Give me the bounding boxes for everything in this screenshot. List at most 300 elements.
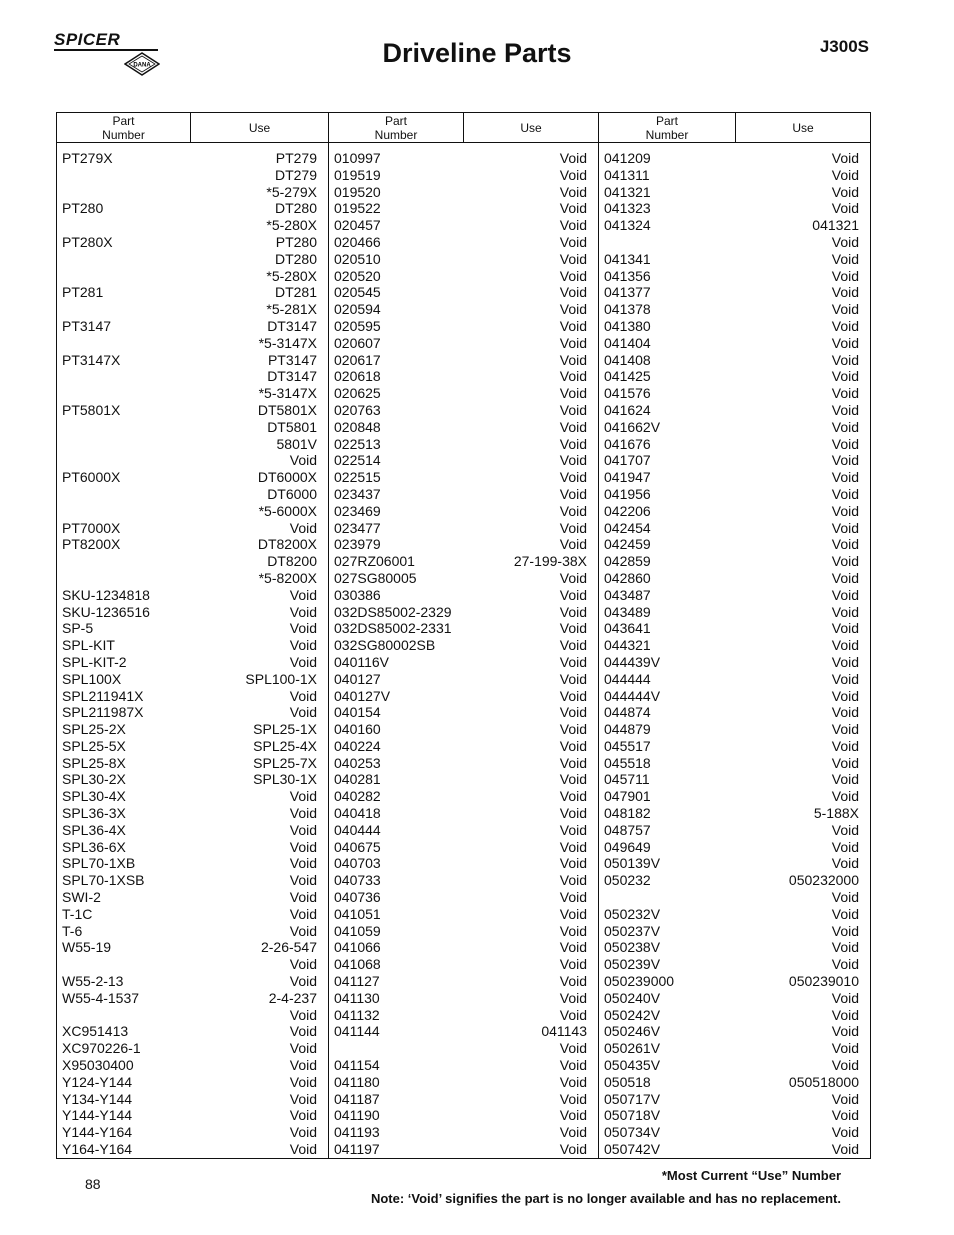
table-row	[329, 150, 598, 167]
part-number-cell: 044444V	[604, 687, 661, 704]
part-number-cell: Y144-Y144	[62, 1107, 133, 1124]
use-cell: Void	[559, 754, 587, 771]
use-cell: SPL100-1X	[245, 670, 317, 687]
table-row	[599, 587, 870, 604]
part-number-cell: 043641	[604, 620, 651, 637]
header-use: Use	[464, 113, 599, 143]
use-cell: Void	[831, 200, 859, 217]
table-row	[57, 268, 328, 285]
part-number-cell: 045517	[604, 737, 651, 754]
use-cell: DT6000	[267, 485, 317, 502]
part-number-cell: 027SG80005	[334, 569, 417, 586]
use-cell: Void	[289, 872, 317, 889]
part-number-cell	[57, 503, 62, 520]
use-cell: Void	[559, 435, 587, 452]
table-row	[329, 788, 598, 805]
table-row	[329, 335, 598, 352]
table-row	[599, 318, 870, 335]
table-row	[329, 1023, 598, 1040]
part-number-cell: 050742V	[604, 1141, 661, 1158]
table-row	[329, 469, 598, 486]
table-row	[599, 301, 870, 318]
part-number-cell: 023469	[334, 502, 381, 519]
part-number-cell: 041209	[604, 150, 651, 166]
part-number-cell: 041127	[334, 973, 380, 990]
use-cell: Void	[831, 250, 859, 267]
part-number-cell: 041144	[334, 1023, 380, 1040]
table-row	[57, 671, 328, 688]
use-cell: Void	[831, 905, 859, 922]
table-row	[599, 217, 870, 234]
use-cell: DT5801X	[257, 401, 317, 418]
part-number-cell: 042860	[604, 569, 651, 586]
part-number-cell: SPL36-3X	[62, 805, 126, 822]
table-row	[329, 268, 598, 285]
part-number-cell: 022515	[334, 469, 381, 486]
part-number-cell: 041404	[604, 334, 651, 351]
table-row	[57, 1023, 328, 1040]
use-cell: Void	[831, 1006, 859, 1023]
part-number-cell: PT280	[62, 200, 104, 217]
use-cell: Void	[831, 737, 859, 754]
use-cell: Void	[289, 956, 317, 973]
part-number-cell: 020617	[334, 351, 381, 368]
table-row	[57, 335, 328, 352]
table-row	[329, 368, 598, 385]
table-row	[599, 822, 870, 839]
use-cell: 050518000	[788, 1073, 859, 1090]
part-number-cell: 019519	[334, 166, 381, 183]
use-cell: Void	[559, 385, 587, 402]
part-number-cell: 041707	[604, 452, 651, 469]
use-cell: Void	[559, 536, 587, 553]
use-cell: Void	[559, 1073, 587, 1090]
part-number-cell: SPL36-4X	[62, 821, 126, 838]
table-row	[329, 570, 598, 587]
parts-table	[56, 112, 871, 1159]
part-number-cell	[57, 368, 62, 385]
table-row	[329, 738, 598, 755]
table-header-row	[57, 113, 871, 143]
use-cell: Void	[559, 401, 587, 418]
part-number-cell: SPL100X	[62, 670, 122, 687]
use-cell: SPL25-7X	[253, 754, 317, 771]
table-row	[57, 503, 328, 520]
use-cell: 050232000	[788, 872, 859, 889]
part-number-cell: 020848	[334, 418, 381, 435]
use-cell: Void	[559, 469, 587, 486]
use-cell: Void	[831, 1107, 859, 1124]
table-row	[599, 1091, 870, 1108]
part-number-cell: 040253	[334, 754, 381, 771]
use-cell: Void	[559, 788, 587, 805]
use-cell: Void	[831, 485, 859, 502]
table-row	[599, 486, 870, 503]
use-cell: DT8200	[267, 553, 317, 570]
use-cell: Void	[831, 1023, 859, 1040]
use-cell: Void	[831, 267, 859, 284]
part-number-cell: X95030400	[62, 1057, 134, 1074]
part-number-cell: 027RZ06001	[334, 553, 415, 570]
use-cell: 041321	[812, 217, 859, 234]
table-row	[57, 1007, 328, 1024]
part-number-cell: SP-5	[62, 620, 94, 637]
part-number-cell: 040154	[334, 704, 381, 721]
use-cell: Void	[831, 754, 859, 771]
section-code: J300S	[819, 37, 869, 56]
table-row	[599, 1057, 870, 1074]
table-row	[599, 1124, 870, 1141]
use-cell: *5-8200X	[258, 569, 317, 586]
part-number-cell: 041323	[604, 200, 651, 217]
part-number-cell: 042454	[604, 519, 651, 536]
use-cell: Void	[831, 1057, 859, 1074]
part-number-cell: 040736	[334, 889, 381, 906]
use-cell: Void	[559, 989, 587, 1006]
part-number-cell: SPL36-6X	[62, 838, 126, 855]
use-cell: Void	[559, 586, 587, 603]
use-cell: Void	[559, 771, 587, 788]
table-row	[329, 688, 598, 705]
table-row	[57, 1141, 328, 1158]
table-row	[329, 923, 598, 940]
use-cell: PT279	[275, 150, 317, 166]
use-cell: Void	[559, 150, 587, 166]
table-row	[57, 688, 328, 705]
part-number-cell	[57, 184, 62, 201]
use-cell: Void	[559, 1107, 587, 1124]
part-number-cell: 041324	[604, 217, 651, 234]
use-cell: Void	[831, 284, 859, 301]
table-row	[329, 771, 598, 788]
table-row	[57, 486, 328, 503]
part-number-cell	[599, 889, 604, 906]
table-row	[599, 503, 870, 520]
use-cell: 27-199-38X	[513, 553, 587, 570]
part-number-cell: 050239000	[604, 973, 675, 990]
part-number-cell: 044879	[604, 721, 651, 738]
use-cell: Void	[831, 536, 859, 553]
part-number-cell	[329, 1040, 334, 1057]
part-number-cell: 048757	[604, 821, 651, 838]
table-row	[57, 352, 328, 369]
use-cell: Void	[559, 485, 587, 502]
table-row	[57, 604, 328, 621]
part-number-cell: 041321	[604, 183, 651, 200]
table-row	[57, 939, 328, 956]
part-number-cell: 050139V	[604, 855, 661, 872]
part-number-cell: 041197	[334, 1141, 380, 1158]
part-number-cell: 040733	[334, 872, 381, 889]
table-row	[57, 570, 328, 587]
use-cell: Void	[559, 351, 587, 368]
use-cell: Void	[289, 1141, 317, 1158]
use-cell: *5-280X	[266, 217, 317, 234]
use-cell: *5-3147X	[258, 334, 317, 351]
header-part-number: Part Number	[329, 113, 464, 143]
use-cell: Void	[559, 183, 587, 200]
use-cell: Void	[289, 603, 317, 620]
table-row	[329, 1124, 598, 1141]
part-number-cell: 030386	[334, 586, 381, 603]
part-number-cell	[57, 335, 62, 352]
use-cell: Void	[289, 1040, 317, 1057]
part-number-cell: 041187	[334, 1090, 380, 1107]
use-cell: Void	[559, 502, 587, 519]
use-cell: Void	[289, 1073, 317, 1090]
table-row	[329, 704, 598, 721]
part-number-cell: 020457	[334, 217, 381, 234]
use-cell: Void	[559, 1006, 587, 1023]
part-number-cell: PT7000X	[62, 519, 121, 536]
use-cell: Void	[289, 1107, 317, 1124]
void-note: Note: ‘Void’ signifies the part is no longer available and has no replacement.	[370, 1191, 841, 1206]
use-cell: Void	[831, 569, 859, 586]
use-cell: Void	[559, 956, 587, 973]
use-cell: Void	[559, 889, 587, 906]
table-row	[599, 738, 870, 755]
part-number-cell: 041051	[334, 905, 381, 922]
use-cell: *5-281X	[266, 301, 317, 318]
use-cell: Void	[289, 452, 317, 469]
part-number-cell: 020594	[334, 301, 381, 318]
part-number-cell: 023477	[334, 519, 381, 536]
table-row	[57, 771, 328, 788]
use-cell: Void	[289, 586, 317, 603]
table-row	[57, 587, 328, 604]
part-number-cell: 041378	[604, 301, 651, 318]
use-cell: Void	[559, 519, 587, 536]
table-row	[329, 436, 598, 453]
table-row	[599, 368, 870, 385]
use-cell: Void	[559, 855, 587, 872]
use-cell: Void	[289, 637, 317, 654]
use-cell: Void	[289, 1057, 317, 1074]
table-row	[599, 553, 870, 570]
table-row	[599, 570, 870, 587]
table-row	[57, 385, 328, 402]
use-cell: Void	[831, 956, 859, 973]
part-number-cell: Y164-Y164	[62, 1141, 133, 1158]
part-number-cell: 040444	[334, 821, 381, 838]
part-number-cell: 041380	[604, 317, 651, 334]
use-cell: Void	[559, 452, 587, 469]
table-row	[599, 704, 870, 721]
part-number-cell	[599, 234, 604, 251]
part-number-cell: 050240V	[604, 989, 661, 1006]
table-row	[599, 923, 870, 940]
use-cell: Void	[831, 788, 859, 805]
part-number-cell: 040160	[334, 721, 381, 738]
use-cell: Void	[831, 385, 859, 402]
use-cell: Void	[559, 250, 587, 267]
table-row	[329, 604, 598, 621]
table-row	[599, 872, 870, 889]
use-cell: Void	[831, 452, 859, 469]
part-number-cell: 050232V	[604, 905, 661, 922]
table-row	[599, 906, 870, 923]
use-cell: Void	[289, 788, 317, 805]
use-cell: Void	[831, 401, 859, 418]
part-number-cell: 041068	[334, 956, 381, 973]
use-cell: Void	[831, 183, 859, 200]
use-cell: Void	[559, 317, 587, 334]
part-number-cell: 041130	[334, 989, 380, 1006]
table-row	[329, 822, 598, 839]
table-row	[329, 1141, 598, 1158]
table-row	[57, 755, 328, 772]
use-cell: Void	[831, 838, 859, 855]
part-number-cell	[57, 419, 62, 436]
use-cell: Void	[559, 872, 587, 889]
part-number-cell: 040127	[334, 670, 381, 687]
parts-column-1	[57, 143, 329, 1159]
use-cell: PT3147	[267, 351, 317, 368]
use-cell: Void	[559, 603, 587, 620]
part-number-cell: PT6000X	[62, 469, 121, 486]
part-number-cell: 023979	[334, 536, 381, 553]
table-row	[329, 805, 598, 822]
part-number-cell: T-6	[62, 922, 83, 939]
part-number-cell: 045711	[604, 771, 650, 788]
part-number-cell	[57, 385, 62, 402]
use-cell: Void	[831, 704, 859, 721]
part-number-cell: 041059	[334, 922, 381, 939]
use-cell: Void	[559, 569, 587, 586]
table-row	[57, 855, 328, 872]
use-cell: Void	[559, 1057, 587, 1074]
use-cell: Void	[831, 603, 859, 620]
table-row	[329, 503, 598, 520]
use-cell: Void	[559, 922, 587, 939]
use-cell: Void	[559, 704, 587, 721]
use-cell: Void	[831, 721, 859, 738]
table-row	[329, 520, 598, 537]
table-row	[329, 419, 598, 436]
part-number-cell: 041956	[604, 485, 651, 502]
table-row	[329, 654, 598, 671]
part-number-cell: 041311	[604, 166, 650, 183]
table-row	[599, 1074, 870, 1091]
use-cell: Void	[559, 905, 587, 922]
part-number-cell: Y124-Y144	[62, 1073, 133, 1090]
table-row	[599, 385, 870, 402]
part-number-cell: 032DS85002-2331	[334, 620, 452, 637]
table-row	[599, 1040, 870, 1057]
part-number-cell: 047901	[604, 788, 651, 805]
table-row	[329, 486, 598, 503]
part-number-cell: 041425	[604, 368, 651, 385]
footnote: *Most Current “Use” Number	[661, 1168, 841, 1183]
table-row	[329, 889, 598, 906]
part-number-cell: 044321	[604, 637, 651, 654]
use-cell: DT3147	[267, 368, 317, 385]
part-number-cell: 050239V	[604, 956, 661, 973]
table-row	[57, 923, 328, 940]
use-cell: Void	[559, 687, 587, 704]
use-cell: Void	[831, 150, 859, 166]
use-cell: *5-6000X	[258, 502, 317, 519]
part-number-cell: 020510	[334, 250, 381, 267]
table-row	[599, 654, 870, 671]
use-cell: 5-188X	[813, 805, 859, 822]
table-row	[57, 301, 328, 318]
table-row	[57, 1124, 328, 1141]
part-number-cell: 042206	[604, 502, 651, 519]
use-cell: Void	[831, 368, 859, 385]
part-number-cell: 045518	[604, 754, 651, 771]
table-row	[57, 402, 328, 419]
table-row	[599, 167, 870, 184]
part-number-cell: 040703	[334, 855, 381, 872]
use-cell: Void	[831, 1141, 859, 1158]
use-cell: Void	[831, 989, 859, 1006]
use-cell: Void	[831, 687, 859, 704]
part-number-cell: SPL70-1XSB	[62, 872, 145, 889]
part-number-cell: 020595	[334, 317, 381, 334]
table-row	[329, 352, 598, 369]
table-row	[57, 553, 328, 570]
table-row	[329, 587, 598, 604]
part-number-cell: SPL211941X	[62, 687, 144, 704]
table-row	[57, 990, 328, 1007]
use-cell: Void	[831, 469, 859, 486]
table-row	[329, 284, 598, 301]
table-row	[599, 939, 870, 956]
part-number-cell: SPL211987X	[62, 704, 144, 721]
page-title: Driveline Parts	[382, 38, 572, 68]
table-row	[599, 200, 870, 217]
part-number-cell: 020466	[334, 233, 381, 250]
use-cell: Void	[559, 301, 587, 318]
part-number-cell	[57, 956, 62, 973]
table-row	[599, 990, 870, 1007]
use-cell: DT3147	[267, 317, 317, 334]
use-cell: Void	[831, 334, 859, 351]
part-number-cell: 040675	[334, 838, 381, 855]
table-row	[57, 368, 328, 385]
table-row	[57, 184, 328, 201]
table-row	[599, 604, 870, 621]
table-row	[599, 721, 870, 738]
use-cell: Void	[289, 620, 317, 637]
table-row	[57, 721, 328, 738]
part-number-cell: 020625	[334, 385, 381, 402]
table-row	[57, 251, 328, 268]
table-row	[57, 452, 328, 469]
table-row	[329, 385, 598, 402]
part-number-cell: 044439V	[604, 653, 661, 670]
table-row	[57, 704, 328, 721]
use-cell: Void	[831, 435, 859, 452]
part-number-cell: Y144-Y164	[62, 1124, 133, 1141]
table-row	[329, 671, 598, 688]
use-cell: Void	[289, 973, 317, 990]
table-row	[57, 872, 328, 889]
use-cell: Void	[559, 670, 587, 687]
part-number-cell: 041180	[334, 1073, 380, 1090]
header-use: Use	[191, 113, 329, 143]
table-row	[329, 452, 598, 469]
part-number-cell: 022514	[334, 452, 381, 469]
use-cell: Void	[559, 166, 587, 183]
table-row	[599, 688, 870, 705]
table-row	[599, 335, 870, 352]
part-number-cell	[57, 268, 62, 285]
part-number-cell: T-1C	[62, 905, 93, 922]
part-number-cell: 050734V	[604, 1124, 661, 1141]
table-row	[599, 771, 870, 788]
